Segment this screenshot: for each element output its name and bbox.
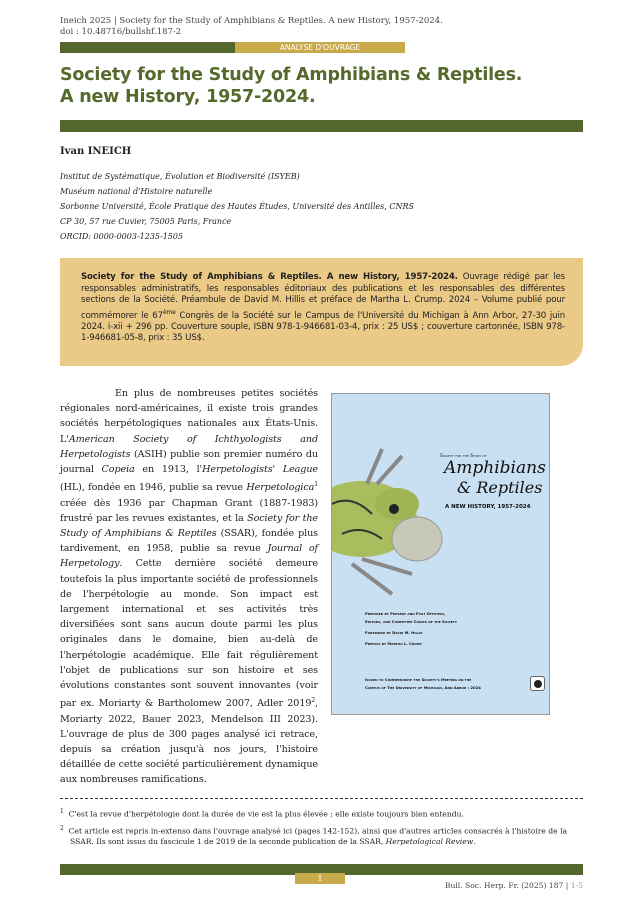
affiliation: CP 30, 57 rue Cuvier, 75005 Paris, France — [60, 217, 232, 226]
book-summary — [60, 258, 583, 366]
page-number: 1 — [295, 873, 345, 884]
cover-text: Campus of The University of Michigan, Ann Arbor : 2024 — [365, 685, 481, 690]
footnote-text: C'est la revue d'herpétologie dont la durée de vie est la plus élevée ; elle existe toujours bien entendu. — [68, 809, 464, 819]
cover-issued — [365, 676, 481, 692]
text: Copeia — [101, 464, 135, 476]
book-cover — [331, 393, 550, 715]
text: En plus de nombreuses petites sociétés régionales nord-américaines, il existe trois grandes sociétés herpétologiques nationales aux États-Unis. L' — [60, 388, 318, 445]
book-title: Society for the Study of Amphibians & Reptiles. A new History, 1957-2024. — [81, 272, 458, 282]
text: , Moriarty 2022, Bauer 2023, Mendelson III 2023). L'ouvrage de plus de 300 pages analysé ici retrace, depuis sa création jusqu'à nos jours, l'histoire détaillée de cette société particulièrement dynamique aux nombreuses ramifications. — [60, 698, 318, 786]
text: créée dès 1936 par Chapman Grant (1887-1983) frustré par les revues existantes, et la — [60, 497, 318, 524]
title-line: Society for the Study of Amphibians & Reptiles. — [60, 65, 523, 85]
footnote-separator — [60, 798, 583, 799]
affiliation: Muséum national d'Histoire naturelle — [60, 187, 213, 196]
section-band — [60, 42, 405, 53]
affiliation: Institut de Systématique, Évolution et Biodiversité (ISYEB) — [60, 172, 300, 181]
cover-title: Amphibians — [444, 458, 546, 478]
text: American Society of Ichthyologists and Herpetologists — [60, 433, 318, 460]
text: Society for the Study of Amphibians & Reptiles — [60, 512, 318, 540]
page-range: 1-5 — [570, 881, 583, 890]
cover-text: Prepared by Present and Past Officers, — [365, 611, 446, 616]
footnote-number: 2 — [60, 824, 64, 832]
footnote-text: Cet article est repris in-extenso dans l'ouvrage analysé ici (pages 142-152), ainsi que d'autres articles consacrés à l'histoire de la SSAR. Ils sont issus du fascicule 1 de 2019 de la seconde publication de la SSAR, — [68, 826, 568, 847]
footnote-number: 1 — [60, 808, 64, 815]
text: Herpetologica — [246, 482, 315, 494]
affiliation: Sorbonne Université, École Pratique des Hautes Études, Université des Antilles, CNRS — [60, 202, 414, 211]
footnote-ref[interactable]: 1 — [314, 481, 318, 489]
cover-text: Issued to Commemorate the Society's Meeting on the — [365, 677, 472, 682]
text: . Cette dernière société demeure toutefois la plus importante société de professionnels de l'herpétologie au monde. Son impact est largement international et ses activités très diversifiées sont sans aucun doute parmi les plus originales dans le domaine, bien au-delà de l'herpétologie académique. Elle fait régulièrement l'objet de publications sur son histoire et ses évolutions constantes sont souvent innovantes (voir par ex. Moriarty & Bartholomew 2007, Adler 2019 — [60, 558, 318, 710]
orcid: ORCID: 0000-0003-1235-1505 — [60, 232, 184, 241]
affiliations — [60, 169, 414, 244]
text: (HL), fondée en 1946, publie sa revue — [60, 482, 247, 494]
cover-text: Foreword by David M. Hillis — [365, 630, 423, 635]
summary-text: Ouvrage rédigé par les responsables administratifs, les responsables éditoriaux des publications et les responsables des différentes sections de la Société. Préambule de David M. Hillis et préface de Martha L. Crump. 2024 – Volume publié pour commémorer le 67 — [81, 272, 565, 321]
doi: doi : 10.48716/bullshf.187-2 — [60, 27, 182, 37]
footnote-text: . — [473, 837, 476, 847]
text: (SSAR), fondée plus tardivement, en 1958, publie sa revue — [60, 528, 318, 555]
cover-credits — [365, 610, 457, 648]
footnote-text: Herpetological Review — [385, 837, 474, 847]
footnote — [60, 823, 583, 848]
cover-text: Preface by Martha L. Crump — [365, 641, 422, 646]
text: Journal of Herpetology — [60, 543, 318, 570]
text: Herpetologists' League — [202, 464, 318, 476]
footnote — [60, 806, 583, 820]
text: en 1913, l' — [134, 464, 203, 476]
journal-reference — [445, 881, 583, 890]
text: (ASIH) publie son premier numéro du journal — [60, 448, 318, 476]
author: Ivan INEICH — [60, 146, 132, 157]
title-line: A new History, 1957-2024. — [60, 87, 316, 107]
page-title — [60, 64, 522, 108]
cover-text: Society for the Study of — [440, 454, 487, 459]
cover-text: Editors, and Committee Chairs of the Society — [365, 619, 457, 624]
frog-illustration — [332, 444, 447, 604]
cover-title: & Reptiles — [457, 478, 543, 497]
footnote-ref[interactable]: 2 — [311, 697, 316, 705]
citation: Ineich 2025 | Society for the Study of Amphibians & Reptiles. A new History, 1957-2024. — [60, 16, 443, 26]
footnotes — [60, 806, 583, 850]
divider-bar — [60, 120, 583, 132]
cover-subtitle: A NEW HISTORY, 1957-2024 — [445, 504, 531, 510]
body-text — [60, 386, 318, 788]
journal-citation: Bull. Soc. Herp. Fr. (2025) 187 | — [444, 881, 571, 890]
summary-text: Congrès de la Société sur le Campus de l'Université du Michigan à Ann Arbor, 27-30 juin 2024. i-xii + 296 pp. Couverture souple, ISBN 978-1-946681-03-4, prix : 25 US$ ; couverture cartonnée, ISBN 978-1-946681-05-8, prix : 35 US$. — [81, 310, 565, 344]
society-logo-icon — [530, 676, 545, 691]
superscript: ème — [162, 308, 176, 316]
running-header — [60, 16, 443, 38]
section-label: ANALYSE D'OUVRAGE — [235, 42, 405, 53]
